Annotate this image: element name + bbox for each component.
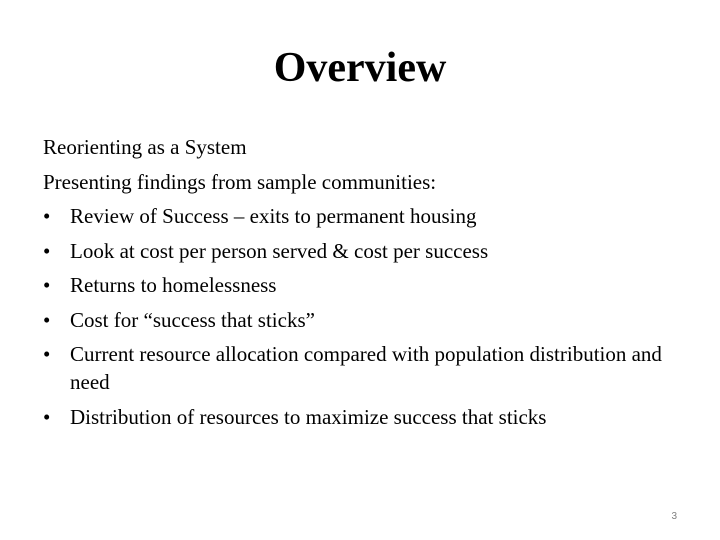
bullet-glyph: • bbox=[43, 238, 51, 263]
bullet-glyph: • bbox=[43, 204, 51, 228]
body-line-presenting: Presenting findings from sample communities: bbox=[43, 169, 437, 194]
page-number: 3 bbox=[671, 511, 677, 522]
bullet-item-success-that-sticks bbox=[43, 303, 683, 338]
bullet-item-returns bbox=[43, 268, 683, 303]
bullet-item-review-of-success bbox=[43, 199, 683, 234]
body-line-reorienting: Reorienting as a System bbox=[43, 135, 247, 159]
bullet-item-cost-per-person bbox=[43, 234, 683, 269]
bullet-glyph: • bbox=[43, 273, 51, 297]
bullet-text: Returns to homelessness bbox=[70, 273, 277, 297]
bullet-text: Distribution of resources to maximize success that sticks bbox=[70, 404, 547, 429]
bullet-glyph: • bbox=[43, 342, 51, 366]
bullet-list bbox=[43, 199, 683, 434]
bullet-item-resource-allocation bbox=[43, 337, 683, 400]
bullet-glyph: • bbox=[43, 404, 51, 429]
bullet-glyph: • bbox=[43, 307, 51, 332]
bullet-text: Cost for “success that sticks” bbox=[70, 307, 315, 332]
bullet-text: Look at cost per person served & cost per success bbox=[70, 238, 489, 263]
bullet-text: Current resource allocation compared with population distribution and need bbox=[70, 342, 662, 394]
slide-title: Overview bbox=[273, 45, 447, 91]
bullet-text: Review of Success – exits to permanent housing bbox=[70, 204, 477, 228]
bullet-item-distribution bbox=[43, 400, 683, 435]
slide-body bbox=[43, 130, 683, 434]
